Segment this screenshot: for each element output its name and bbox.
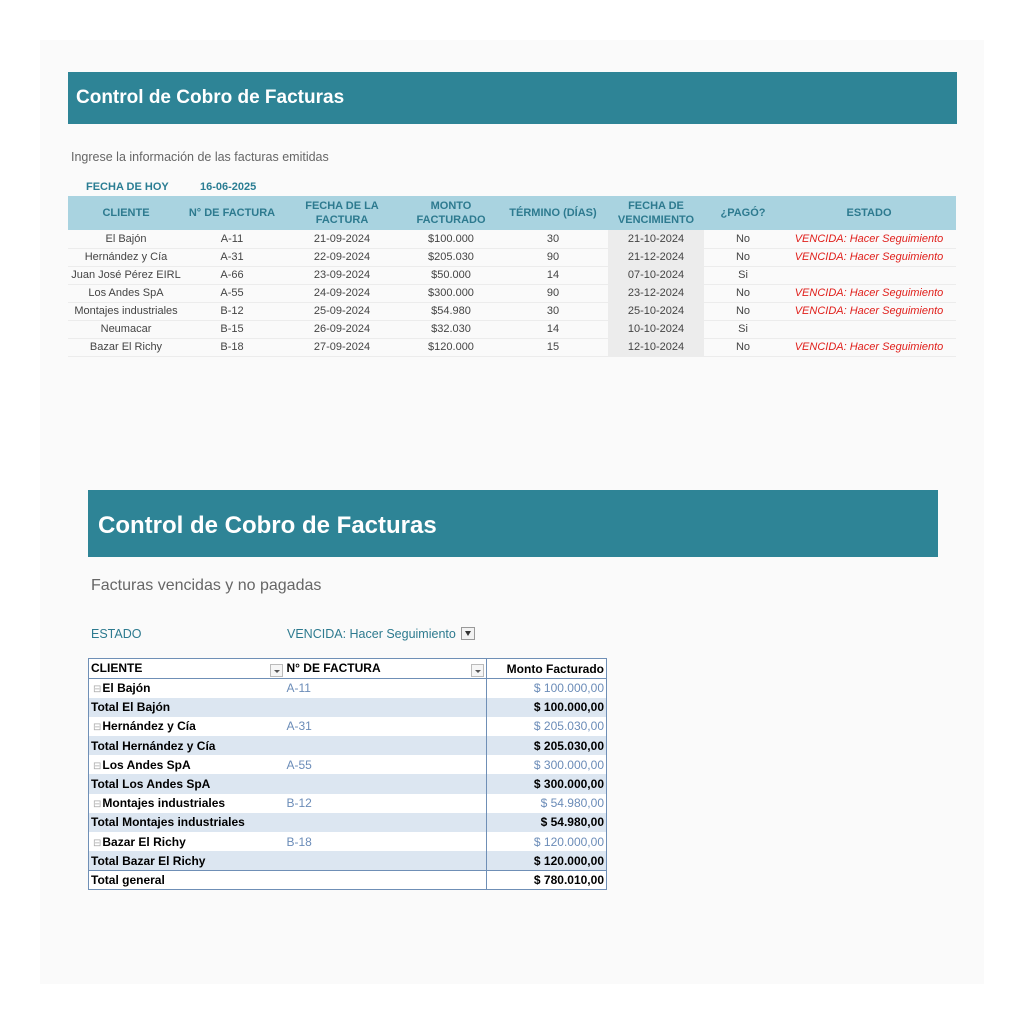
pivot-grand-total-amount[interactable]: $ 780.010,00 — [487, 870, 607, 889]
invoice-row — [68, 284, 956, 302]
dropdown-arrow-icon[interactable] — [471, 664, 484, 677]
pivot-item-row — [89, 832, 607, 851]
cell-factura[interactable]: B-15 — [184, 320, 280, 338]
cell-cliente[interactable]: Montajes industriales — [68, 302, 184, 320]
pivot-client-cell[interactable] — [89, 794, 285, 813]
header-pago[interactable]: ¿PAGÓ? — [704, 196, 782, 230]
header-termino[interactable]: TÉRMINO (DÍAS) — [498, 196, 608, 230]
collapse-icon[interactable]: ⊟ — [93, 760, 102, 772]
pivot-client-cell[interactable] — [89, 717, 285, 736]
cell-pago[interactable]: No — [704, 230, 782, 248]
cell-fecha-factura[interactable]: 23-09-2024 — [280, 266, 404, 284]
header-factura[interactable]: N° DE FACTURA — [184, 196, 280, 230]
pivot-subtotal-label[interactable]: Total El Bajón — [89, 698, 487, 717]
pivot-invoice-cell[interactable]: A-31 — [285, 717, 487, 736]
cell-cliente[interactable]: El Bajón — [68, 230, 184, 248]
pivot-subtotal-amount[interactable]: $ 54.980,00 — [487, 813, 607, 832]
pivot-item-row — [89, 755, 607, 774]
cell-termino[interactable]: 90 — [498, 284, 608, 302]
pivot-subtotal-row — [89, 774, 607, 793]
pivot-subtotal-amount[interactable]: $ 205.030,00 — [487, 736, 607, 755]
cell-termino[interactable]: 30 — [498, 230, 608, 248]
cell-cliente[interactable]: Neumacar — [68, 320, 184, 338]
pivot-subtotal-row — [89, 736, 607, 755]
cell-monto[interactable]: $50.000 — [404, 266, 498, 284]
pivot-invoice-cell[interactable]: A-55 — [285, 755, 487, 774]
pivot-item-row — [89, 717, 607, 736]
cell-factura[interactable]: A-66 — [184, 266, 280, 284]
pivot-client-name: Hernández y Cía — [102, 719, 196, 734]
pivot-subtotal-row — [89, 698, 607, 717]
pivot-client-cell[interactable] — [89, 832, 285, 851]
cell-vencimiento[interactable]: 21-10-2024 — [608, 230, 704, 248]
cell-cliente[interactable]: Bazar El Richy — [68, 338, 184, 356]
cell-pago[interactable]: No — [704, 284, 782, 302]
pivot-amount-cell[interactable]: $ 300.000,00 — [487, 755, 607, 774]
today-value[interactable]: 16-06-2025 — [200, 181, 257, 193]
cell-estado[interactable]: VENCIDA: Hacer Seguimiento — [782, 284, 956, 302]
pivot-client-cell[interactable] — [89, 755, 285, 774]
cell-fecha-factura[interactable]: 27-09-2024 — [280, 338, 404, 356]
collapse-icon[interactable]: ⊟ — [93, 722, 102, 734]
cell-pago[interactable]: Si — [704, 266, 782, 284]
pivot-table — [88, 658, 607, 890]
pivot-subtotal-row — [89, 813, 607, 832]
pivot-subtotal-label[interactable]: Total Hernández y Cía — [89, 736, 487, 755]
cell-estado[interactable]: VENCIDA: Hacer Seguimiento — [782, 338, 956, 356]
invoice-header-row — [68, 196, 956, 230]
cell-factura[interactable]: A-11 — [184, 230, 280, 248]
pivot-amount-cell[interactable]: $ 54.980,00 — [487, 794, 607, 813]
pivot-header-factura[interactable] — [285, 659, 487, 679]
pivot-client-name: Montajes industriales — [102, 796, 226, 811]
cell-vencimiento[interactable]: 23-12-2024 — [608, 284, 704, 302]
pivot-invoice-cell[interactable]: B-12 — [285, 794, 487, 813]
pivot-header-factura-label: N° DE FACTURA — [286, 660, 381, 675]
collapse-icon[interactable]: ⊟ — [93, 837, 102, 849]
cell-estado[interactable] — [782, 320, 956, 338]
pivot-invoice-cell[interactable]: B-18 — [285, 832, 487, 851]
pivot-subtitle: Facturas vencidas y no pagadas — [91, 577, 322, 594]
pivot-amount-cell[interactable]: $ 100.000,00 — [487, 679, 607, 698]
pivot-client-name: Los Andes SpA — [102, 757, 191, 772]
today-date-row — [86, 181, 257, 193]
cell-vencimiento[interactable]: 25-10-2024 — [608, 302, 704, 320]
pivot-title-banner — [88, 490, 938, 557]
filter-icon[interactable] — [461, 627, 475, 640]
cell-estado[interactable]: VENCIDA: Hacer Seguimiento — [782, 248, 956, 266]
invoice-row — [68, 266, 956, 284]
pivot-subtotal-amount[interactable]: $ 100.000,00 — [487, 698, 607, 717]
pivot-item-row — [89, 679, 607, 698]
cell-termino[interactable]: 15 — [498, 338, 608, 356]
cell-cliente[interactable]: Los Andes SpA — [68, 284, 184, 302]
pivot-grand-total-label[interactable]: Total general — [89, 870, 487, 889]
cell-termino[interactable]: 30 — [498, 302, 608, 320]
pivot-subtotal-amount[interactable]: $ 120.000,00 — [487, 851, 607, 870]
dropdown-arrow-icon[interactable] — [270, 664, 283, 677]
pivot-client-cell[interactable] — [89, 679, 285, 698]
pivot-header-monto[interactable]: Monto Facturado — [487, 659, 607, 679]
invoice-row — [68, 338, 956, 356]
pivot-grand-total-row — [89, 870, 607, 889]
top-title: Control de Cobro de Facturas — [76, 87, 345, 108]
cell-fecha-factura[interactable]: 21-09-2024 — [280, 230, 404, 248]
cell-monto[interactable]: $54.980 — [404, 302, 498, 320]
today-label: FECHA DE HOY — [86, 181, 169, 193]
cell-monto[interactable]: $120.000 — [404, 338, 498, 356]
cell-pago[interactable]: Si — [704, 320, 782, 338]
pivot-subtotal-row — [89, 851, 607, 870]
header-monto[interactable]: MONTO FACTURADO — [404, 196, 498, 230]
pivot-header-cliente-label: CLIENTE — [91, 660, 143, 675]
invoice-row — [68, 320, 956, 338]
pivot-subtotal-label[interactable]: Total Montajes industriales — [89, 813, 487, 832]
cell-termino[interactable]: 14 — [498, 320, 608, 338]
cell-fecha-factura[interactable]: 22-09-2024 — [280, 248, 404, 266]
cell-pago[interactable]: No — [704, 248, 782, 266]
header-vencimiento[interactable]: FECHA DE VENCIMIENTO — [608, 196, 704, 230]
invoice-row — [68, 302, 956, 320]
cell-vencimiento[interactable]: 21-12-2024 — [608, 248, 704, 266]
pivot-amount-cell[interactable]: $ 120.000,00 — [487, 832, 607, 851]
collapse-icon[interactable]: ⊟ — [93, 799, 102, 811]
header-fecha-factura[interactable]: FECHA DE LA FACTURA — [280, 196, 404, 230]
cell-monto[interactable]: $300.000 — [404, 284, 498, 302]
filter-value[interactable] — [287, 627, 475, 641]
pivot-item-row — [89, 794, 607, 813]
cell-monto[interactable]: $100.000 — [404, 230, 498, 248]
pivot-title: Control de Cobro de Facturas — [98, 512, 437, 539]
header-estado[interactable]: ESTADO — [782, 196, 956, 230]
cell-pago[interactable]: No — [704, 338, 782, 356]
cell-fecha-factura[interactable]: 26-09-2024 — [280, 320, 404, 338]
cell-factura[interactable]: B-18 — [184, 338, 280, 356]
pivot-client-name: El Bajón — [102, 681, 151, 696]
pivot-header-cliente[interactable] — [89, 659, 285, 679]
pivot-client-name: Bazar El Richy — [102, 834, 186, 849]
pivot-amount-cell[interactable]: $ 205.030,00 — [487, 717, 607, 736]
cell-estado[interactable]: VENCIDA: Hacer Seguimiento — [782, 302, 956, 320]
cell-vencimiento[interactable]: 10-10-2024 — [608, 320, 704, 338]
invoice-table — [68, 196, 956, 357]
invoice-row — [68, 230, 956, 248]
cell-fecha-factura[interactable]: 24-09-2024 — [280, 284, 404, 302]
cell-factura[interactable]: A-31 — [184, 248, 280, 266]
cell-estado[interactable] — [782, 266, 956, 284]
cell-cliente[interactable]: Hernández y Cía — [68, 248, 184, 266]
cell-factura[interactable]: B-12 — [184, 302, 280, 320]
top-title-banner — [68, 72, 957, 124]
header-cliente[interactable]: CLIENTE — [68, 196, 184, 230]
cell-monto[interactable]: $205.030 — [404, 248, 498, 266]
filter-value-text: VENCIDA: Hacer Seguimiento — [287, 627, 456, 641]
collapse-icon[interactable]: ⊟ — [93, 684, 102, 696]
cell-factura[interactable]: A-55 — [184, 284, 280, 302]
top-subtitle: Ingrese la información de las facturas emitidas — [71, 150, 329, 164]
pivot-subtotal-label[interactable]: Total Bazar El Richy — [89, 851, 487, 870]
filter-label: ESTADO — [91, 627, 142, 641]
cell-pago[interactable]: No — [704, 302, 782, 320]
cell-fecha-factura[interactable]: 25-09-2024 — [280, 302, 404, 320]
invoice-row — [68, 248, 956, 266]
pivot-header-row — [89, 659, 607, 679]
pivot-subtotal-amount[interactable]: $ 300.000,00 — [487, 774, 607, 793]
cell-vencimiento[interactable]: 07-10-2024 — [608, 266, 704, 284]
pivot-subtotal-label[interactable]: Total Los Andes SpA — [89, 774, 487, 793]
pivot-invoice-cell[interactable]: A-11 — [285, 679, 487, 698]
cell-cliente[interactable]: Juan José Pérez EIRL — [68, 266, 184, 284]
cell-vencimiento[interactable]: 12-10-2024 — [608, 338, 704, 356]
cell-termino[interactable]: 14 — [498, 266, 608, 284]
cell-termino[interactable]: 90 — [498, 248, 608, 266]
cell-monto[interactable]: $32.030 — [404, 320, 498, 338]
cell-estado[interactable]: VENCIDA: Hacer Seguimiento — [782, 230, 956, 248]
